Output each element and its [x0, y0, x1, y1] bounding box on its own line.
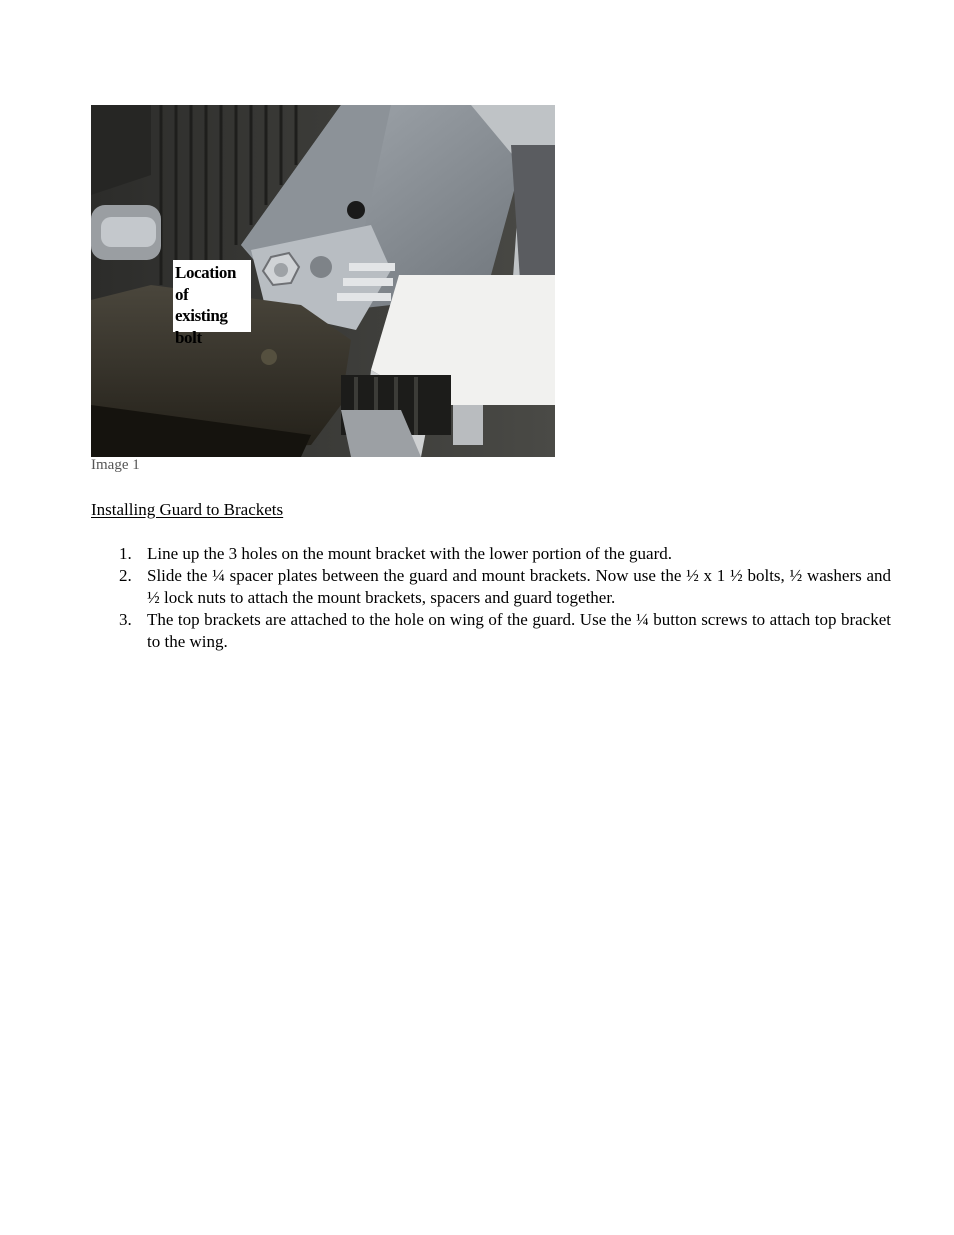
step-number: 2.: [119, 566, 132, 585]
image-caption: Image 1: [91, 457, 140, 473]
step-number: 3.: [119, 610, 132, 629]
step-item: [91, 565, 891, 609]
bolt-location-label: Location of existing bolt: [173, 260, 251, 332]
step-text: Slide the ¼ spacer plates between the guard and mount brackets. Now use the ½ x 1 ½ bolts, ½ washers and ½ lock nuts to attach the mount brackets, spacers and guard together.: [147, 566, 891, 607]
step-text: Line up the 3 holes on the mount bracket with the lower portion of the guard.: [147, 544, 672, 563]
step-item: [91, 543, 891, 565]
install-photo-graphic: [91, 105, 555, 457]
installation-steps: [91, 543, 891, 653]
section-title: Installing Guard to Brackets: [91, 500, 284, 519]
step-text: The top brackets are attached to the hole on wing of the guard. Use the ¼ button screws to attach top bracket to the wing.: [147, 610, 891, 651]
step-number: 1.: [119, 544, 132, 563]
install-photo: [91, 105, 555, 457]
step-item: [91, 609, 891, 653]
